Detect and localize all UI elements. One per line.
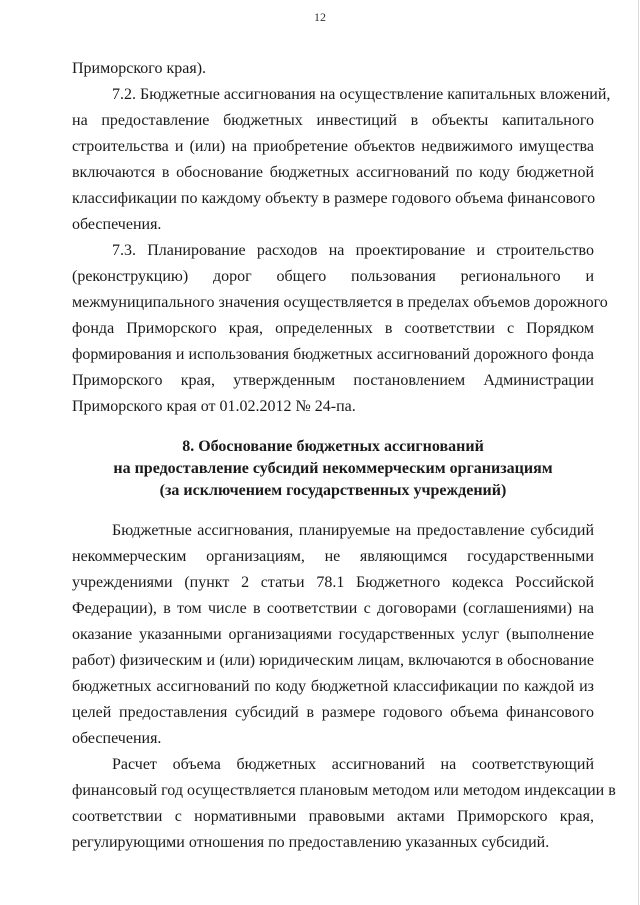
paragraph-7-3 bbox=[72, 238, 608, 420]
heading-line: (за исключением государственных учреждений) bbox=[159, 482, 507, 499]
text-line: регулирующими отношения по предоставлению указанных субсидий. bbox=[72, 834, 550, 851]
document-body bbox=[72, 56, 616, 856]
text-line: работ) физическим и (или) юридическим лицам, включаются в обоснование bbox=[72, 652, 594, 669]
text-line: Расчет объема бюджетных ассигнований на соответствующий bbox=[112, 756, 594, 773]
text-line: фонда Приморского края, определенных в соответствии с Порядком bbox=[72, 320, 594, 337]
text-line: Приморского края от 01.02.2012 № 24-па. bbox=[72, 398, 356, 415]
text-line: 7.2. Бюджетные ассигнования на осуществление капитальных вложений, bbox=[112, 86, 611, 103]
text-line: на предоставление бюджетных инвестиций в объекты капитального bbox=[72, 112, 594, 129]
text-line: соответствии с нормативными правовыми актами Приморского края, bbox=[72, 808, 594, 825]
text-line: Приморского края). bbox=[72, 60, 207, 77]
text-line: строительства и (или) на приобретение объектов недвижимого имущества bbox=[72, 138, 594, 155]
paragraph-continuation bbox=[72, 56, 594, 82]
text-line: финансовый год осуществляется плановым методом или методом индексации в bbox=[72, 782, 616, 799]
paragraph-calculation bbox=[72, 752, 616, 856]
text-line: обеспечения. bbox=[72, 730, 162, 747]
text-line: 7.3. Планирование расходов на проектирование и строительство bbox=[112, 242, 594, 259]
text-line: классификации по каждому объекту в размере годового объема финансового bbox=[72, 190, 596, 207]
text-line: (реконструкцию) дорог общего пользования регионального и bbox=[72, 268, 594, 285]
page-number: 12 bbox=[314, 10, 326, 24]
paragraph-subsidies bbox=[72, 518, 594, 752]
section-heading-8 bbox=[72, 436, 594, 502]
page-edge bbox=[638, 0, 639, 905]
text-line: Федерации), в том числе в соответствии с договорами (соглашениями) на bbox=[72, 600, 594, 617]
text-line: оказание указанными организациями государственных услуг (выполнение bbox=[72, 626, 594, 643]
text-line: некоммерческим организациям, не являющимся государственными bbox=[72, 548, 594, 565]
heading-line: на предоставление субсидий некоммерческим организациям bbox=[113, 460, 553, 477]
paragraph-7-2 bbox=[72, 82, 611, 238]
text-line: включаются в обоснование бюджетных ассигнований по коду бюджетной bbox=[72, 164, 594, 181]
text-line: обеспечения. bbox=[72, 216, 162, 233]
heading-line: 8. Обоснование бюджетных ассигнований bbox=[182, 438, 484, 455]
text-line: межмуниципального значения осуществляется в пределах объемов дорожного bbox=[72, 294, 608, 311]
text-line: Бюджетные ассигнования, планируемые на предоставление субсидий bbox=[112, 522, 594, 539]
text-line: учреждениями (пункт 2 статьи 78.1 Бюджетного кодекса Российской bbox=[72, 574, 594, 591]
text-line: формирования и использования бюджетных ассигнований дорожного фонда bbox=[72, 346, 594, 363]
text-line: целей предоставления субсидий в размере годового объема финансового bbox=[72, 704, 594, 721]
text-line: Приморского края, утвержденным постановлением Администрации bbox=[72, 372, 594, 389]
text-line: бюджетных ассигнований по коду бюджетной классификации по каждой из bbox=[72, 678, 594, 695]
